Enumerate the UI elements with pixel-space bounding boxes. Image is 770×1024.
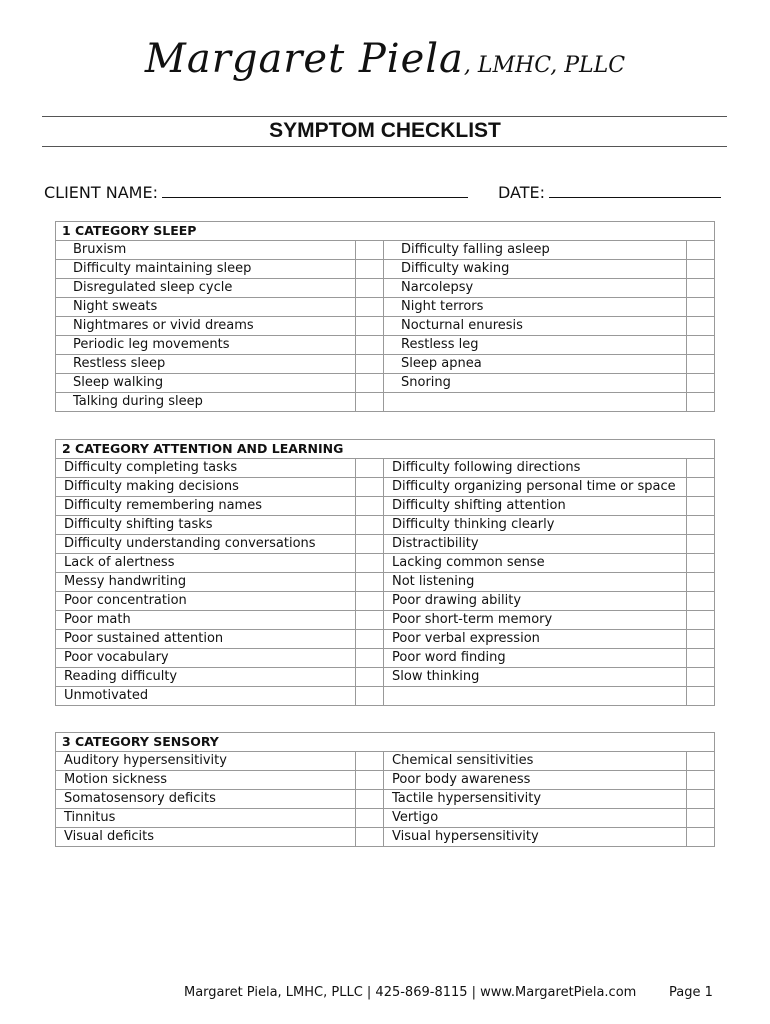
checklist-row — [56, 630, 715, 649]
symptom-checkbox[interactable] — [687, 317, 715, 336]
symptom-label: Nocturnal enuresis — [384, 317, 687, 336]
symptom-checkbox[interactable] — [687, 668, 715, 687]
symptom-checkbox[interactable] — [356, 298, 384, 317]
symptom-checkbox[interactable] — [687, 687, 715, 706]
sleep-section-table — [55, 221, 715, 412]
symptom-checkbox[interactable] — [356, 630, 384, 649]
symptom-checkbox[interactable] — [687, 649, 715, 668]
symptom-label: Talking during sleep — [56, 393, 356, 412]
symptom-label: Auditory hypersensitivity — [56, 752, 356, 771]
symptom-label: Sleep walking — [56, 374, 356, 393]
symptom-label: Tinnitus — [56, 809, 356, 828]
checklist-row — [56, 790, 715, 809]
symptom-label: Difficulty completing tasks — [56, 459, 356, 478]
symptom-checkbox[interactable] — [356, 592, 384, 611]
checklist-row — [56, 668, 715, 687]
symptom-checkbox[interactable] — [687, 771, 715, 790]
symptom-checkbox[interactable] — [687, 535, 715, 554]
symptom-checkbox[interactable] — [356, 279, 384, 298]
attention-learning-section-table — [55, 439, 715, 706]
symptom-checkbox[interactable] — [356, 573, 384, 592]
symptom-checkbox[interactable] — [687, 374, 715, 393]
symptom-label: Reading difficulty — [56, 668, 356, 687]
symptom-label: Visual deficits — [56, 828, 356, 847]
symptom-label: Poor verbal expression — [384, 630, 687, 649]
checklist-row — [56, 241, 715, 260]
date-label: DATE: — [498, 183, 546, 202]
symptom-checkbox[interactable] — [687, 611, 715, 630]
checklist-row — [56, 592, 715, 611]
symptom-label: Snoring — [384, 374, 687, 393]
symptom-label: Poor drawing ability — [384, 592, 687, 611]
symptom-checkbox[interactable] — [687, 260, 715, 279]
checklist-row — [56, 535, 715, 554]
symptom-checkbox[interactable] — [687, 355, 715, 374]
symptom-checkbox[interactable] — [687, 554, 715, 573]
symptom-checkbox[interactable] — [687, 752, 715, 771]
checklist-row — [56, 554, 715, 573]
symptom-label: Difficulty thinking clearly — [384, 516, 687, 535]
symptom-label: Poor short-term memory — [384, 611, 687, 630]
title-top-rule — [42, 116, 727, 117]
checklist-row — [56, 649, 715, 668]
symptom-label: Narcolepsy — [384, 279, 687, 298]
symptom-label: Difficulty making decisions — [56, 478, 356, 497]
symptom-label: Poor body awareness — [384, 771, 687, 790]
symptom-label: Periodic leg movements — [56, 336, 356, 355]
symptom-checkbox[interactable] — [356, 649, 384, 668]
symptom-checkbox[interactable] — [687, 516, 715, 535]
checklist-row — [56, 393, 715, 412]
symptom-label: Unmotivated — [56, 687, 356, 706]
symptom-label: Poor math — [56, 611, 356, 630]
symptom-label: Poor concentration — [56, 592, 356, 611]
symptom-checkbox[interactable] — [356, 317, 384, 336]
symptom-label: Lacking common sense — [384, 554, 687, 573]
checklist-row — [56, 809, 715, 828]
symptom-checkbox[interactable] — [356, 393, 384, 412]
symptom-checkbox[interactable] — [356, 809, 384, 828]
symptom-label: Difficulty waking — [384, 260, 687, 279]
symptom-label: Messy handwriting — [56, 573, 356, 592]
symptom-label: Lack of alertness — [56, 554, 356, 573]
symptom-label: Bruxism — [56, 241, 356, 260]
symptom-checkbox[interactable] — [687, 336, 715, 355]
symptom-checkbox[interactable] — [356, 752, 384, 771]
symptom-checkbox[interactable] — [687, 393, 715, 412]
date-field[interactable] — [498, 183, 721, 202]
symptom-checkbox[interactable] — [356, 535, 384, 554]
date-blank[interactable] — [549, 183, 721, 198]
symptom-label: Somatosensory deficits — [56, 790, 356, 809]
symptom-label: Difficulty maintaining sleep — [56, 260, 356, 279]
symptom-checkbox[interactable] — [356, 497, 384, 516]
symptom-label — [384, 687, 687, 706]
symptom-checkbox[interactable] — [356, 336, 384, 355]
checklist-row — [56, 573, 715, 592]
checklist-row — [56, 478, 715, 497]
symptom-checkbox[interactable] — [356, 668, 384, 687]
symptom-label: Difficulty organizing personal time or space — [384, 478, 687, 497]
symptom-label: Restless sleep — [56, 355, 356, 374]
symptom-checkbox[interactable] — [687, 241, 715, 260]
symptom-checkbox[interactable] — [356, 771, 384, 790]
symptom-checkbox[interactable] — [687, 592, 715, 611]
symptom-checkbox[interactable] — [687, 298, 715, 317]
symptom-label: Night terrors — [384, 298, 687, 317]
checklist-row — [56, 497, 715, 516]
symptom-label: Difficulty shifting tasks — [56, 516, 356, 535]
symptom-checkbox[interactable] — [687, 459, 715, 478]
checklist-row — [56, 374, 715, 393]
symptom-checkbox[interactable] — [687, 828, 715, 847]
symptom-label: Difficulty understanding conversations — [56, 535, 356, 554]
symptom-checkbox[interactable] — [687, 790, 715, 809]
symptom-label: Poor sustained attention — [56, 630, 356, 649]
title-bottom-rule — [42, 146, 727, 147]
practice-credentials: , LMHC, PLLC — [463, 53, 626, 78]
symptom-label: Disregulated sleep cycle — [56, 279, 356, 298]
symptom-label: Restless leg — [384, 336, 687, 355]
section-heading: 3 CATEGORY SENSORY — [56, 733, 715, 752]
symptom-label: Visual hypersensitivity — [384, 828, 687, 847]
checklist-row — [56, 298, 715, 317]
symptom-checkbox[interactable] — [356, 478, 384, 497]
section-heading: 1 CATEGORY SLEEP — [56, 222, 715, 241]
symptom-checkbox[interactable] — [687, 478, 715, 497]
symptom-label: Nightmares or vivid dreams — [56, 317, 356, 336]
symptom-checkbox[interactable] — [356, 374, 384, 393]
checklist-row — [56, 771, 715, 790]
symptom-checkbox[interactable] — [356, 260, 384, 279]
checklist-row — [56, 355, 715, 374]
symptom-label — [384, 393, 687, 412]
symptom-label: Poor vocabulary — [56, 649, 356, 668]
symptom-checkbox[interactable] — [687, 573, 715, 592]
checklist-row — [56, 516, 715, 535]
symptom-checkbox[interactable] — [356, 790, 384, 809]
checklist-row — [56, 611, 715, 630]
symptom-checkbox[interactable] — [356, 828, 384, 847]
symptom-checkbox[interactable] — [356, 554, 384, 573]
checklist-row — [56, 317, 715, 336]
symptom-label: Poor word finding — [384, 649, 687, 668]
symptom-label: Slow thinking — [384, 668, 687, 687]
footer-contact: Margaret Piela, LMHC, PLLC | 425-869-8115 | www.MargaretPiela.com — [184, 985, 637, 1000]
symptom-label: Vertigo — [384, 809, 687, 828]
client-name-blank[interactable] — [162, 183, 468, 198]
client-name-field[interactable] — [44, 183, 468, 202]
checklist-row — [56, 687, 715, 706]
checklist-row — [56, 459, 715, 478]
section-heading: 2 CATEGORY ATTENTION AND LEARNING — [56, 440, 715, 459]
symptom-checkbox[interactable] — [356, 611, 384, 630]
practice-name: Margaret Piela — [144, 36, 464, 82]
document-title: SYMPTOM CHECKLIST — [269, 119, 501, 142]
symptom-label: Difficulty remembering names — [56, 497, 356, 516]
symptom-checkbox[interactable] — [356, 687, 384, 706]
checklist-row — [56, 752, 715, 771]
checklist-row — [56, 828, 715, 847]
symptom-label: Difficulty falling asleep — [384, 241, 687, 260]
symptom-label: Night sweats — [56, 298, 356, 317]
symptom-checkbox[interactable] — [356, 516, 384, 535]
symptom-label: Distractibility — [384, 535, 687, 554]
symptom-checkbox[interactable] — [356, 459, 384, 478]
page-number: Page 1 — [669, 985, 713, 1000]
symptom-label: Chemical sensitivities — [384, 752, 687, 771]
symptom-label: Difficulty shifting attention — [384, 497, 687, 516]
symptom-checkbox[interactable] — [687, 630, 715, 649]
symptom-checkbox[interactable] — [356, 241, 384, 260]
symptom-label: Tactile hypersensitivity — [384, 790, 687, 809]
client-name-label: CLIENT NAME: — [44, 183, 158, 202]
symptom-label: Sleep apnea — [384, 355, 687, 374]
symptom-label: Difficulty following directions — [384, 459, 687, 478]
symptom-checkbox[interactable] — [687, 497, 715, 516]
checklist-row — [56, 260, 715, 279]
symptom-checkbox[interactable] — [356, 355, 384, 374]
symptom-checkbox[interactable] — [687, 809, 715, 828]
sensory-section-table — [55, 732, 715, 847]
checklist-row — [56, 336, 715, 355]
symptom-label: Not listening — [384, 573, 687, 592]
symptom-checkbox[interactable] — [687, 279, 715, 298]
symptom-label: Motion sickness — [56, 771, 356, 790]
letterhead — [0, 36, 770, 82]
checklist-row — [56, 279, 715, 298]
